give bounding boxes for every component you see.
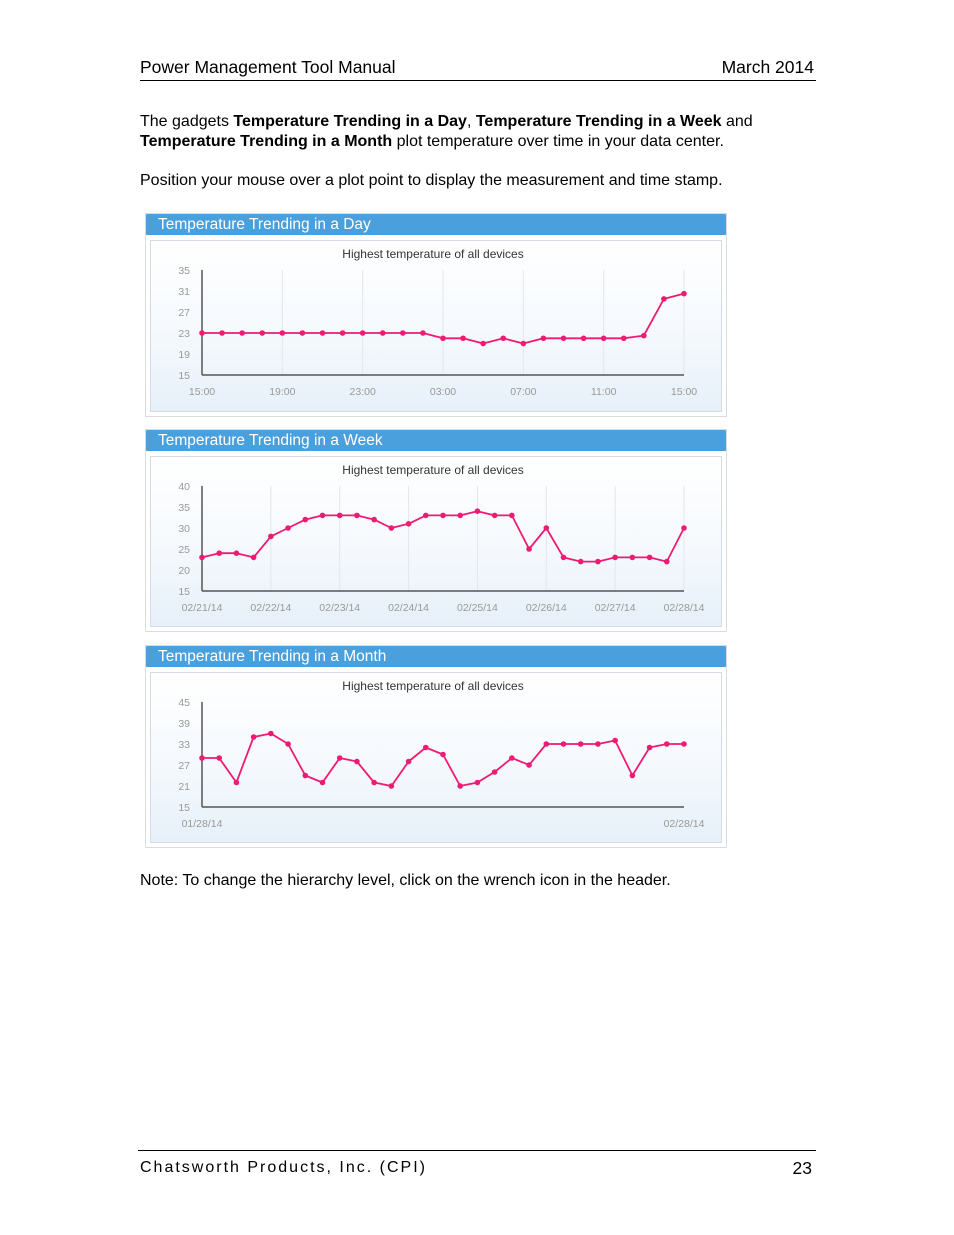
y-tick-label: 15	[178, 586, 190, 598]
data-point	[492, 769, 498, 775]
data-point	[280, 330, 286, 336]
data-point	[601, 335, 607, 341]
x-tick-label: 15:00	[188, 386, 216, 398]
y-tick-label: 23	[178, 328, 190, 340]
data-point	[480, 341, 486, 347]
x-tick-label: 11:00	[590, 386, 617, 398]
data-point	[526, 546, 532, 552]
y-tick-label: 35	[178, 502, 190, 514]
series-line	[202, 511, 684, 561]
data-point	[457, 783, 463, 789]
data-point	[251, 555, 257, 561]
data-point	[423, 513, 429, 519]
data-point	[543, 741, 549, 747]
gadget-week	[145, 429, 727, 632]
y-tick-label: 21	[178, 781, 190, 793]
data-point	[509, 755, 515, 761]
y-tick-label: 27	[178, 307, 190, 319]
y-tick-label: 30	[178, 523, 190, 535]
chart-title: Highest temperature of all devices	[342, 679, 524, 693]
x-tick-label: 02/25/14	[456, 602, 498, 614]
data-point	[234, 550, 240, 556]
series-line	[202, 734, 684, 787]
intro-gadget-day: Temperature Trending in a Day	[233, 113, 467, 130]
manual-date: March 2014	[721, 57, 814, 77]
data-point	[541, 335, 547, 341]
data-point	[234, 780, 240, 786]
data-point	[521, 341, 527, 347]
x-tick-label: 19:00	[269, 386, 296, 398]
data-point	[681, 291, 687, 297]
data-point	[457, 513, 463, 519]
manual-title: Power Management Tool Manual	[140, 57, 396, 77]
data-point	[509, 513, 515, 519]
x-tick-label: 07:00	[510, 386, 537, 398]
data-point	[578, 559, 584, 565]
data-point	[389, 783, 395, 789]
data-point	[630, 773, 636, 779]
month-chart	[146, 646, 728, 849]
data-point	[337, 755, 343, 761]
data-point	[320, 780, 326, 786]
data-point	[664, 559, 670, 565]
intro-paragraph	[140, 112, 820, 151]
page-header	[140, 56, 816, 81]
data-point	[475, 780, 481, 786]
data-point	[302, 517, 308, 523]
week-chart	[146, 430, 728, 633]
note-text: Note: To change the hierarchy level, click on the wrench icon in the header.	[140, 872, 671, 889]
x-tick-label: 03:00	[429, 386, 457, 398]
y-tick-label: 39	[178, 718, 190, 730]
data-point	[216, 550, 222, 556]
data-point	[199, 755, 205, 761]
x-tick-label: 02/27/14	[594, 602, 636, 614]
data-point	[475, 508, 481, 514]
data-point	[219, 330, 225, 336]
data-point	[612, 555, 618, 561]
data-point	[337, 513, 343, 519]
data-point	[440, 752, 446, 758]
data-point	[406, 521, 412, 527]
y-tick-label: 31	[178, 286, 190, 298]
page-footer	[138, 1150, 816, 1181]
x-tick-label: 15:00	[670, 386, 698, 398]
data-point	[354, 513, 360, 519]
x-tick-label: 02/22/14	[250, 602, 292, 614]
data-point	[302, 773, 308, 779]
data-point	[681, 525, 687, 531]
data-point	[285, 741, 291, 747]
data-point	[423, 745, 429, 751]
x-tick-label: 02/28/14	[663, 602, 705, 614]
data-point	[354, 759, 360, 765]
chart-title: Highest temperature of all devices	[342, 463, 524, 477]
data-point	[664, 741, 670, 747]
data-point	[340, 330, 346, 336]
data-point	[420, 330, 426, 336]
data-point	[320, 513, 326, 519]
intro-text: ,	[466, 113, 476, 130]
data-point	[581, 335, 587, 341]
gadget-title[interactable]: Temperature Trending in a Day	[146, 214, 726, 235]
gadget-day	[145, 213, 727, 417]
data-point	[578, 741, 584, 747]
data-point	[543, 525, 549, 531]
data-point	[216, 755, 222, 761]
chart-title: Highest temperature of all devices	[342, 247, 524, 261]
data-point	[630, 555, 636, 561]
intro-text: and	[721, 113, 753, 130]
y-tick-label: 15	[178, 370, 190, 382]
gadget-month	[145, 645, 727, 848]
hover-instruction: Position your mouse over a plot point to display the measurement and time stamp.	[140, 172, 723, 189]
data-point	[641, 333, 647, 339]
data-point	[239, 330, 245, 336]
data-point	[561, 555, 567, 561]
data-point	[268, 534, 274, 540]
data-point	[360, 330, 366, 336]
data-point	[647, 555, 653, 561]
data-point	[440, 513, 446, 519]
data-point	[612, 738, 618, 744]
intro-text: The gadgets	[140, 113, 234, 130]
x-tick-label: 02/24/14	[388, 602, 430, 614]
data-point	[268, 731, 274, 737]
gadget-title[interactable]: Temperature Trending in a Month	[146, 646, 726, 667]
intro-text: plot temperature over time in your data center.	[392, 132, 724, 150]
data-point	[389, 525, 395, 531]
data-point	[371, 517, 377, 523]
x-tick-label: 01/28/14	[181, 818, 223, 830]
intro-gadget-week: Temperature Trending in a Week	[475, 113, 722, 130]
y-tick-label: 45	[178, 697, 190, 709]
data-point	[621, 335, 627, 341]
data-point	[259, 330, 265, 336]
x-tick-label: 02/28/14	[663, 818, 705, 830]
data-point	[440, 335, 446, 341]
data-point	[199, 330, 205, 336]
data-point	[561, 335, 567, 341]
data-point	[460, 335, 466, 341]
data-point	[300, 330, 306, 336]
y-tick-label: 20	[178, 565, 190, 577]
intro-gadget-month: Temperature Trending in a Month	[140, 132, 393, 150]
data-point	[285, 525, 291, 531]
data-point	[526, 762, 532, 768]
data-point	[251, 734, 257, 740]
data-point	[500, 335, 506, 341]
data-point	[661, 296, 667, 302]
data-point	[400, 330, 406, 336]
y-tick-label: 35	[178, 265, 190, 277]
page-number: 23	[792, 1158, 812, 1178]
data-point	[595, 559, 601, 565]
data-point	[199, 555, 205, 561]
y-tick-label: 40	[178, 481, 190, 493]
x-tick-label: 02/23/14	[319, 602, 361, 614]
y-tick-label: 33	[178, 739, 190, 751]
y-tick-label: 25	[178, 544, 190, 556]
gadget-title[interactable]: Temperature Trending in a Week	[146, 430, 726, 451]
data-point	[406, 759, 412, 765]
data-point	[595, 741, 601, 747]
company-name: Chatsworth Products, Inc. (CPI)	[140, 1159, 427, 1176]
y-tick-label: 15	[178, 802, 190, 814]
day-chart	[146, 214, 728, 418]
x-tick-label: 02/21/14	[181, 602, 223, 614]
data-point	[380, 330, 386, 336]
data-point	[320, 330, 326, 336]
data-point	[492, 513, 498, 519]
x-tick-label: 02/26/14	[525, 602, 567, 614]
y-tick-label: 27	[178, 760, 190, 772]
data-point	[561, 741, 567, 747]
data-point	[371, 780, 377, 786]
data-point	[647, 745, 653, 751]
y-tick-label: 19	[178, 349, 190, 361]
x-tick-label: 23:00	[349, 386, 376, 398]
data-point	[681, 741, 687, 747]
